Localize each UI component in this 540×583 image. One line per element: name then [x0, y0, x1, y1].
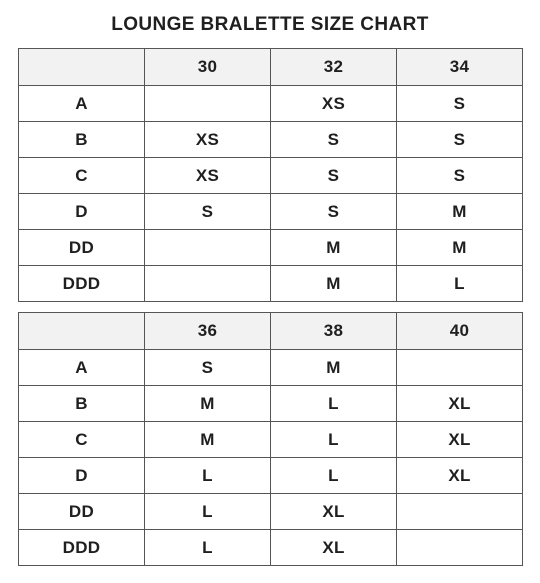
size-cell: M — [271, 266, 397, 302]
band-size-header: 40 — [397, 313, 523, 350]
cup-size-label: DD — [19, 494, 145, 530]
size-cell — [145, 230, 271, 266]
size-cell: S — [271, 122, 397, 158]
cup-size-label: DD — [19, 230, 145, 266]
table-row — [19, 86, 523, 122]
size-cell: M — [271, 350, 397, 386]
table-row — [19, 386, 523, 422]
size-cell — [397, 530, 523, 566]
cup-size-label: D — [19, 194, 145, 230]
size-cell — [145, 266, 271, 302]
size-cell: XL — [271, 530, 397, 566]
size-cell: M — [145, 422, 271, 458]
cup-size-label: A — [19, 350, 145, 386]
size-cell: L — [271, 386, 397, 422]
size-cell: XS — [145, 122, 271, 158]
band-size-header: 34 — [397, 49, 523, 86]
size-chart-table — [18, 312, 523, 566]
table-row — [19, 350, 523, 386]
size-cell: M — [397, 194, 523, 230]
cup-size-label: C — [19, 158, 145, 194]
size-cell: XL — [271, 494, 397, 530]
size-cell: M — [271, 230, 397, 266]
table-row — [19, 530, 523, 566]
size-cell: S — [145, 350, 271, 386]
table-row — [19, 494, 523, 530]
cup-size-label: B — [19, 122, 145, 158]
size-cell: XS — [145, 158, 271, 194]
page-title: LOUNGE BRALETTE SIZE CHART — [111, 14, 429, 35]
size-cell: S — [271, 158, 397, 194]
size-cell: L — [271, 422, 397, 458]
size-cell: S — [271, 194, 397, 230]
band-size-header: 30 — [145, 49, 271, 86]
size-cell: XL — [397, 458, 523, 494]
band-size-header: 36 — [145, 313, 271, 350]
table-row — [19, 194, 523, 230]
size-cell: S — [145, 194, 271, 230]
table-row — [19, 122, 523, 158]
cup-size-label: DDD — [19, 530, 145, 566]
size-cell: XL — [397, 386, 523, 422]
size-cell: XL — [397, 422, 523, 458]
size-cell: M — [397, 230, 523, 266]
table-row — [19, 266, 523, 302]
table-header-row — [19, 49, 523, 86]
size-cell: XS — [271, 86, 397, 122]
cup-size-label: B — [19, 386, 145, 422]
table-row — [19, 422, 523, 458]
band-size-header: 38 — [271, 313, 397, 350]
size-cell — [397, 350, 523, 386]
size-cell: L — [145, 494, 271, 530]
size-cell: L — [271, 458, 397, 494]
size-cell: M — [145, 386, 271, 422]
size-cell: L — [145, 530, 271, 566]
cup-size-label: C — [19, 422, 145, 458]
size-cell: S — [397, 86, 523, 122]
table-row — [19, 458, 523, 494]
header-corner-cell — [19, 313, 145, 350]
cup-size-label: DDD — [19, 266, 145, 302]
size-cell: L — [145, 458, 271, 494]
size-cell: S — [397, 122, 523, 158]
cup-size-label: D — [19, 458, 145, 494]
table-row — [19, 230, 523, 266]
size-cell — [397, 494, 523, 530]
size-cell: L — [397, 266, 523, 302]
size-chart-table — [18, 48, 523, 302]
band-size-header: 32 — [271, 49, 397, 86]
size-cell — [145, 86, 271, 122]
size-cell: S — [397, 158, 523, 194]
header-corner-cell — [19, 49, 145, 86]
table-row — [19, 158, 523, 194]
cup-size-label: A — [19, 86, 145, 122]
table-header-row — [19, 313, 523, 350]
